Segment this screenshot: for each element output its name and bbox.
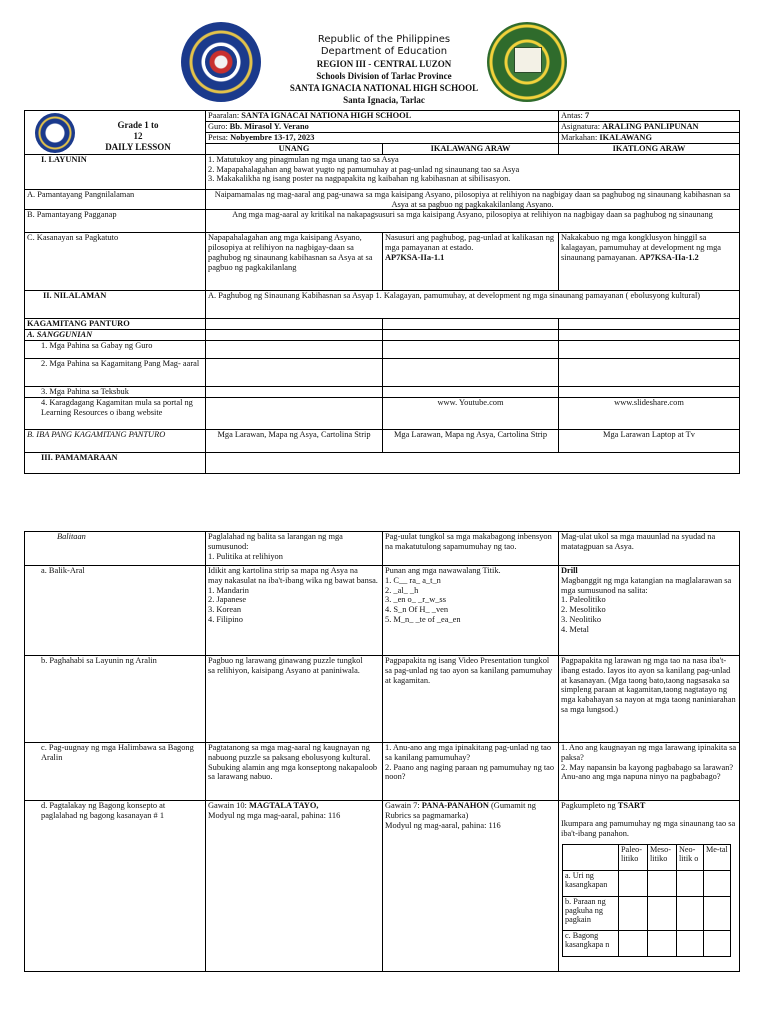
- ref4-day2-link[interactable]: www. Youtube.com: [383, 398, 559, 430]
- pamantayang-pangnilalaman-label: A. Pamantayang Pangnilalaman: [25, 189, 206, 210]
- pag-uugnay-day2: 1. Anu-ano ang mga ipinakitang pag-unlad ng tao sa kanilang pamumuhay? 2. Paano ang naging paraan ng pamumuhay ng tao noon?: [383, 743, 559, 801]
- balik-aral-label: a. Balik-Aral: [25, 566, 206, 656]
- iba-day2: Mga Larawan, Mapa ng Asya, Cartolina Strip: [383, 430, 559, 453]
- pag-uugnay-label: c. Pag-uugnay ng mga Halimbawa sa Bagong Aralin: [25, 743, 206, 801]
- day2-header: IKALAWANG ARAW: [383, 144, 559, 155]
- teacher-cell: Guro: Bb. Mirasol Y. Verano: [206, 122, 559, 133]
- balik-aral-day2: Punan ang mga nawawalang Titik. 1. C__ ra_ a_t_n 2. _al_ _h 3. _en o_ _r_w_ss 4. S_n Of H_ _ven 5. M_n_ _te of _ea_en: [383, 566, 559, 656]
- drill-text: Magbanggit ng mga katangian na maglalarawan sa mga sumusunod na salita: 1. Paleolitiko 2. Mesolitiko 3. Neolitiko 4. Metal: [561, 575, 732, 634]
- chart-row-label: b. Paraan ng pagkuha ng pagkain: [563, 897, 619, 931]
- procedure-table: [24, 531, 740, 972]
- tsart-instruction: Ikumpara ang pamumuhay ng mga sinaunang tao sa iba't-ibang panahon.: [561, 818, 736, 838]
- pana-panahon-title: PANA-PANAHON: [421, 801, 489, 810]
- paghahabi-day1: Pagbuo ng larawang ginawang puzzle tungkol sa relihiyon, kaisipang Asyano at paniniwala.: [206, 656, 383, 743]
- grade-line2: 12: [133, 131, 143, 141]
- nilalaman-text: A. Paghubog ng Sinaunang Kabihasnan sa Asyap 1. Kalagayan, pamumuhay, at development ng mga sinaunang pamayanan ( ebolusyong kultural): [206, 291, 740, 319]
- grade-line1: Grade 1 to: [117, 120, 159, 130]
- day1-header: UNANG: [206, 144, 383, 155]
- chart-header-paleolitiko: Paleo-litiko: [619, 845, 648, 871]
- comparison-chart: [562, 844, 731, 957]
- header-deped: Department of Education: [320, 46, 448, 57]
- sanggunian-label: A. SANGGUNIAN: [25, 330, 206, 341]
- layunin-items: 1. Matutukoy ang pinagmulan ng mga unang tao sa Asya 2. Mapapahalagahan ang bawat yugto ng pamumuhay at pag-unlad ng sinaunang tao sa Asya 3. Makakalikha ng isang poster na nagpapakita ng kaibahan ng kabihasnan at sibilisasyon.: [206, 154, 740, 189]
- tsart-title: TSART: [617, 801, 646, 810]
- kasanayan-label: C. Kasanayan sa Pagkatuto: [25, 233, 206, 291]
- pagtalakay-day1: Gawain 10: MAGTALA TAYO, Modyul ng mga mag-aaral, pahina: 116: [206, 801, 383, 972]
- ref4-day3-link[interactable]: www.slideshare.com: [559, 398, 740, 430]
- ref-learning-resources: 4. Karagdagang Kagamitan mula sa portal ng Learning Resources o ibang website: [25, 398, 206, 430]
- header-town: Santa Ignacia, Tarlac: [343, 95, 425, 105]
- subject-value: ARALING PANLIPUNAN: [602, 122, 699, 131]
- grade-line3: DAILY LESSON: [105, 142, 171, 152]
- school-cell: Paaralan: SANTA IGNACAI NATIONA HIGH SCHOOL: [206, 111, 559, 122]
- pamantayang-pagganap-text: Ang mga mag-aaral ay kritikal na nakapagsusuri sa mga kaisipang Asyano, pilosopiya at relihiyon na nagbigay daan sa paghubog ng sinaunang: [206, 210, 740, 233]
- balitaan-day3: Mag-ulat ukol sa mga mauunlad na syudad na matatagpuan sa Asya.: [559, 532, 740, 566]
- date-cell: Petsa: Nobyembre 13-17, 2023: [206, 133, 559, 144]
- header-school: SANTA IGNACIA NATIONAL HIGH SCHOOL: [289, 83, 479, 93]
- ref-teksbuk: 3. Mga Pahina sa Teksbuk: [25, 387, 206, 398]
- iba-pang-kagamitan-label: B. IBA PANG KAGAMITANG PANTURO: [25, 430, 206, 453]
- document-header: [0, 34, 768, 106]
- deped-seal-small-logo: [35, 113, 75, 153]
- date-value: Nobyembre 13-17, 2023: [230, 133, 315, 142]
- pagtalakay-day2: Gawain 7: PANA-PANAHON (Gumamit ng Rubrics sa pagmamarka) Modyul ng mag-aaral, pahina: 116: [383, 801, 559, 972]
- pamamaraan-label: III. PAMAMARAAN: [25, 453, 206, 474]
- paghahabi-day3: Pagpapakita ng larawan ng mga tao na nasa iba't-ibang estado. Iayos ito ayon sa kanilang pag-unlad at kasanayan. (Mga taong bato,taong nagsasaka sa simpleng paraan at kagamitan,taong nagtatayo ng mga kabahayan sa nayon at mga taong naniniarahan sa mga lungsod.): [559, 656, 740, 743]
- paghahabi-label: b. Paghahabi sa Layunin ng Aralin: [25, 656, 206, 743]
- header-republic: Republic of the Philippines: [317, 34, 451, 45]
- day3-header: IKATLONG ARAW: [559, 144, 740, 155]
- grade-level-cell: Antas: 7: [559, 111, 740, 122]
- balik-aral-day1: Idikit ang kartolina strip sa mapa ng Asya na may nakasulat na iba't-ibang wika ng bawat bansa. 1. Mandarin 2. Japanese 3. Korean 4. Filipino: [206, 566, 383, 656]
- header-division: Schools Division of Tarlac Province: [316, 71, 452, 81]
- pagtalakay-label: d. Pagtalakay ng Bagong konsepto at paglalahad ng bagong kasanayan # 1: [25, 801, 206, 972]
- magtala-tayo-title: MAGTALA TAYO,: [248, 801, 319, 810]
- kasanayan-day2-code: AP7KSA-IIa-1.1: [385, 252, 445, 262]
- balitaan-label: Balitaan: [25, 532, 206, 566]
- chart-header-neolitiko: Neo-litik o: [677, 845, 704, 871]
- chart-row-label: c. Bagong kasangkapa n: [563, 931, 619, 957]
- iba-day3: Mga Larawan Laptop at Tv: [559, 430, 740, 453]
- chart-corner: [563, 845, 619, 871]
- chart-header-mesolitiko: Meso-litiko: [648, 845, 677, 871]
- quarter-value: IKALAWANG: [599, 133, 652, 142]
- pamantayang-pangnilalaman-text: Naipamamalas ng mag-aaral ang pag-unawa sa mga kaisipang Asyano, pilosopiya at relihiyon na nagbigay daan sa paghubog ng sinaunang kabihasnan sa Asya at sa pagbuo ng pagkakakilanlang Asyano.: [206, 189, 740, 210]
- teacher-value: Bb. Mirasol Y. Verano: [229, 122, 309, 131]
- kagamitang-panturo-label: KAGAMITANG PANTURO: [25, 319, 206, 330]
- nilalaman-label: II. NILALAMAN: [25, 291, 206, 319]
- kasanayan-day2: Nasusuri ang paghubog, pag-unlad at kalikasan ng mga pamayanan at estado. AP7KSA-IIa-1.1: [383, 233, 559, 291]
- paghahabi-day2: Pagpapakita ng isang Video Presentation tungkol sa pag-unlad ng tao ayon sa kanilang pamumuhay at kagamitan.: [383, 656, 559, 743]
- chart-row-label: a. Uri ng kasangkapan: [563, 871, 619, 897]
- kasanayan-day1: Napapahalagahan ang mga kaisipang Asyano, pilosopiya at relihiyon na nagbigay-daan sa paghubog ng sinaunang kabihasnan sa Asya at sa pagbuo ng pagkakilanlang: [206, 233, 383, 291]
- header-region: REGION III - CENTRAL LUZON: [316, 59, 452, 69]
- ref-kagamitang-mag-aaral: 2. Mga Pahina sa Kagamitang Pang Mag- aaral: [25, 359, 206, 387]
- pag-uugnay-day1: Pagtatanong sa mga mag-aaral ng kaugnayan ng nabuong puzzle sa paksang ebolusyong kultural. Subuking alamin ang mga konseptong nakapaloob sa larawang nabuo.: [206, 743, 383, 801]
- balitaan-day2: Pag-uulat tungkol sa mga makabagong inbensyon na makatutulong sapamumuhay ng tao.: [383, 532, 559, 566]
- ref-gabay-guro: 1. Mga Pahina sa Gabay ng Guro: [25, 341, 206, 359]
- kasanayan-day3: Nakakabuo ng mga kongklusyon hinggil sa kalagayan, pamumuhay at development ng mga sinaunang pamayanan. AP7KSA-IIa-1.2: [559, 233, 740, 291]
- balik-aral-day3: [559, 566, 740, 656]
- pag-uugnay-day3: 1. Ano ang kaugnayan ng mga larawang ipinakita sa paksa? 2. May napansin ba kayong pagbabago sa larawan? Anu-ano ang mga napuna ninyo na pagbabago?: [559, 743, 740, 801]
- quarter-cell: Markahan: IKALAWANG: [559, 133, 740, 144]
- drill-title: Drill: [561, 566, 578, 575]
- lesson-plan-table: [24, 110, 740, 474]
- school-value: SANTA IGNACAI NATIONA HIGH SCHOOL: [241, 111, 412, 120]
- grade-cell: [25, 111, 206, 155]
- pagtalakay-day3: Pagkumpleto ng TSART Ikumpara ang pamumuhay ng mga sinaunang tao sa iba't-ibang panahon. Paleo-litiko Meso-litiko Neo-litik o Me-tal a. Uri ng kasangkapan b. Paraan ng pagkuha ng pagkain c. Bagong kasangkapa n: [559, 801, 740, 972]
- chart-header-metal: Me-tal: [704, 845, 731, 871]
- kasanayan-day3-code: AP7KSA-IIa-1.2: [639, 252, 699, 262]
- layunin-label: I. LAYUNIN: [25, 154, 206, 189]
- iba-day1: Mga Larawan, Mapa ng Asya, Cartolina Strip: [206, 430, 383, 453]
- subject-cell: Asignatura: ARALING PANLIPUNAN: [559, 122, 740, 133]
- pamantayang-pagganap-label: B. Pamantayang Pagganap: [25, 210, 206, 233]
- balitaan-day1: Paglalahad ng balita sa larangan ng mga sumusunod: 1. Pulitika at relihiyon: [206, 532, 383, 566]
- grade-level-value: 7: [584, 111, 590, 120]
